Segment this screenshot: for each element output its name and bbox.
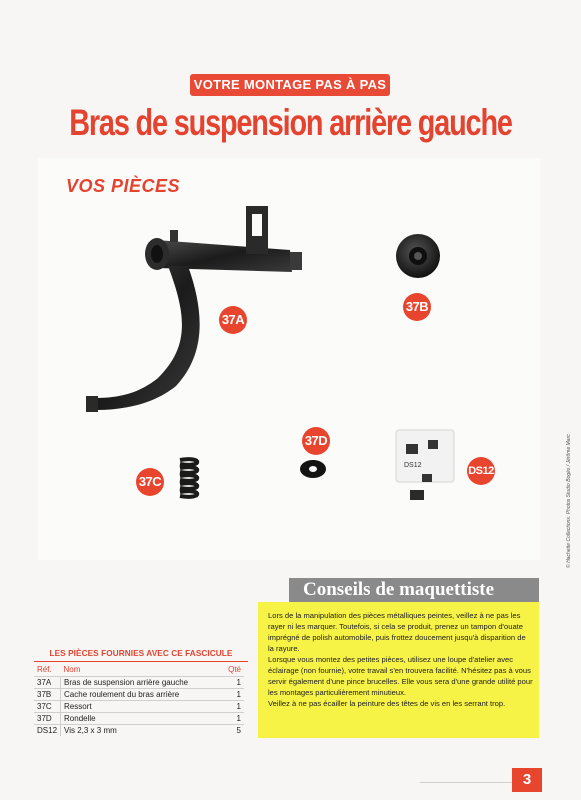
table-row [34, 676, 244, 688]
header-name: Nom [63, 665, 81, 675]
pieces-table [34, 664, 244, 736]
part-tag-ds12: DS12 [467, 457, 495, 485]
bearing-cover-37b [396, 234, 440, 278]
cell-ref: 37D [34, 712, 61, 724]
pieces-table-title: LES PIÈCES FOURNIES AVEC CE FASCICULE [34, 647, 248, 662]
photo-credit: © Hachette Collections. Photos Studio Bogès / Jérôme Marc [566, 434, 572, 568]
page-number: 3 [512, 768, 542, 792]
table-row [34, 712, 244, 724]
table-row [34, 724, 244, 736]
part-tag-37b: 37B [403, 293, 431, 321]
cell-qty: 1 [222, 712, 244, 724]
parts-illustration [38, 158, 540, 560]
cell-qty: 1 [222, 676, 244, 688]
part-tag-37d: 37D [302, 427, 330, 455]
cell-ref: 37B [34, 688, 61, 700]
cell-name: Rondelle [61, 712, 222, 724]
table-row [34, 688, 244, 700]
part-tag-37a: 37A [219, 306, 247, 334]
section-label: VOS PIÈCES [66, 176, 181, 196]
cell-ref: 37C [34, 700, 61, 712]
page-title: Bras de suspension arrière gauche [69, 102, 512, 143]
cell-qty: 1 [222, 688, 244, 700]
tips-title: Conseils de maquettiste [289, 578, 539, 602]
cell-name: Ressort [61, 700, 222, 712]
header-qty: Qté [228, 665, 241, 675]
part-tag-37c: 37C [136, 468, 164, 496]
tip-paragraph: Veillez à ne pas écailler la peinture des têtes de vis en les serrant trop. [268, 699, 506, 708]
cell-ref: DS12 [34, 724, 61, 736]
spring-37c [180, 459, 197, 497]
tips-body [258, 602, 539, 738]
tip-paragraph: Lors de la manipulation des pièces métalliques peintes, veillez à ne pas les rayer ni les marquer. Toutefois, si cela se produit, prenez un tampon d'ouate imprégné de polish automobile, puis frottez doucement jusqu'à disparition de la rayure. [268, 611, 526, 653]
cell-name: Vis 2,3 x 3 mm [61, 724, 222, 736]
cell-ref: 37A [34, 676, 61, 688]
cell-qty: 1 [222, 700, 244, 712]
section-banner: VOTRE MONTAGE PAS À PAS [190, 74, 390, 96]
cell-name: Cache roulement du bras arrière [61, 688, 222, 700]
table-row [34, 700, 244, 712]
table-header-row [34, 664, 244, 676]
cell-name: Bras de suspension arrière gauche [61, 676, 222, 688]
footer-rule [420, 782, 512, 783]
suspension-arm-37a [86, 206, 302, 412]
header-ref: Réf. [37, 665, 52, 675]
parts-photo [38, 158, 572, 568]
cell-qty: 5 [222, 724, 244, 736]
bag-label: DS12 [404, 462, 422, 469]
tip-paragraph: Lorsque vous montez des petites pièces, utilisez une loupe d'atelier avec éclairage (non fournie), votre travail s'en trouvera facilité. N'hésitez pas à vous servir également d'une pince brucelles. Elle vous sera d'une grande utilité pour les montages particulièrement minutieux. [268, 655, 533, 697]
washer-37d [300, 460, 326, 478]
